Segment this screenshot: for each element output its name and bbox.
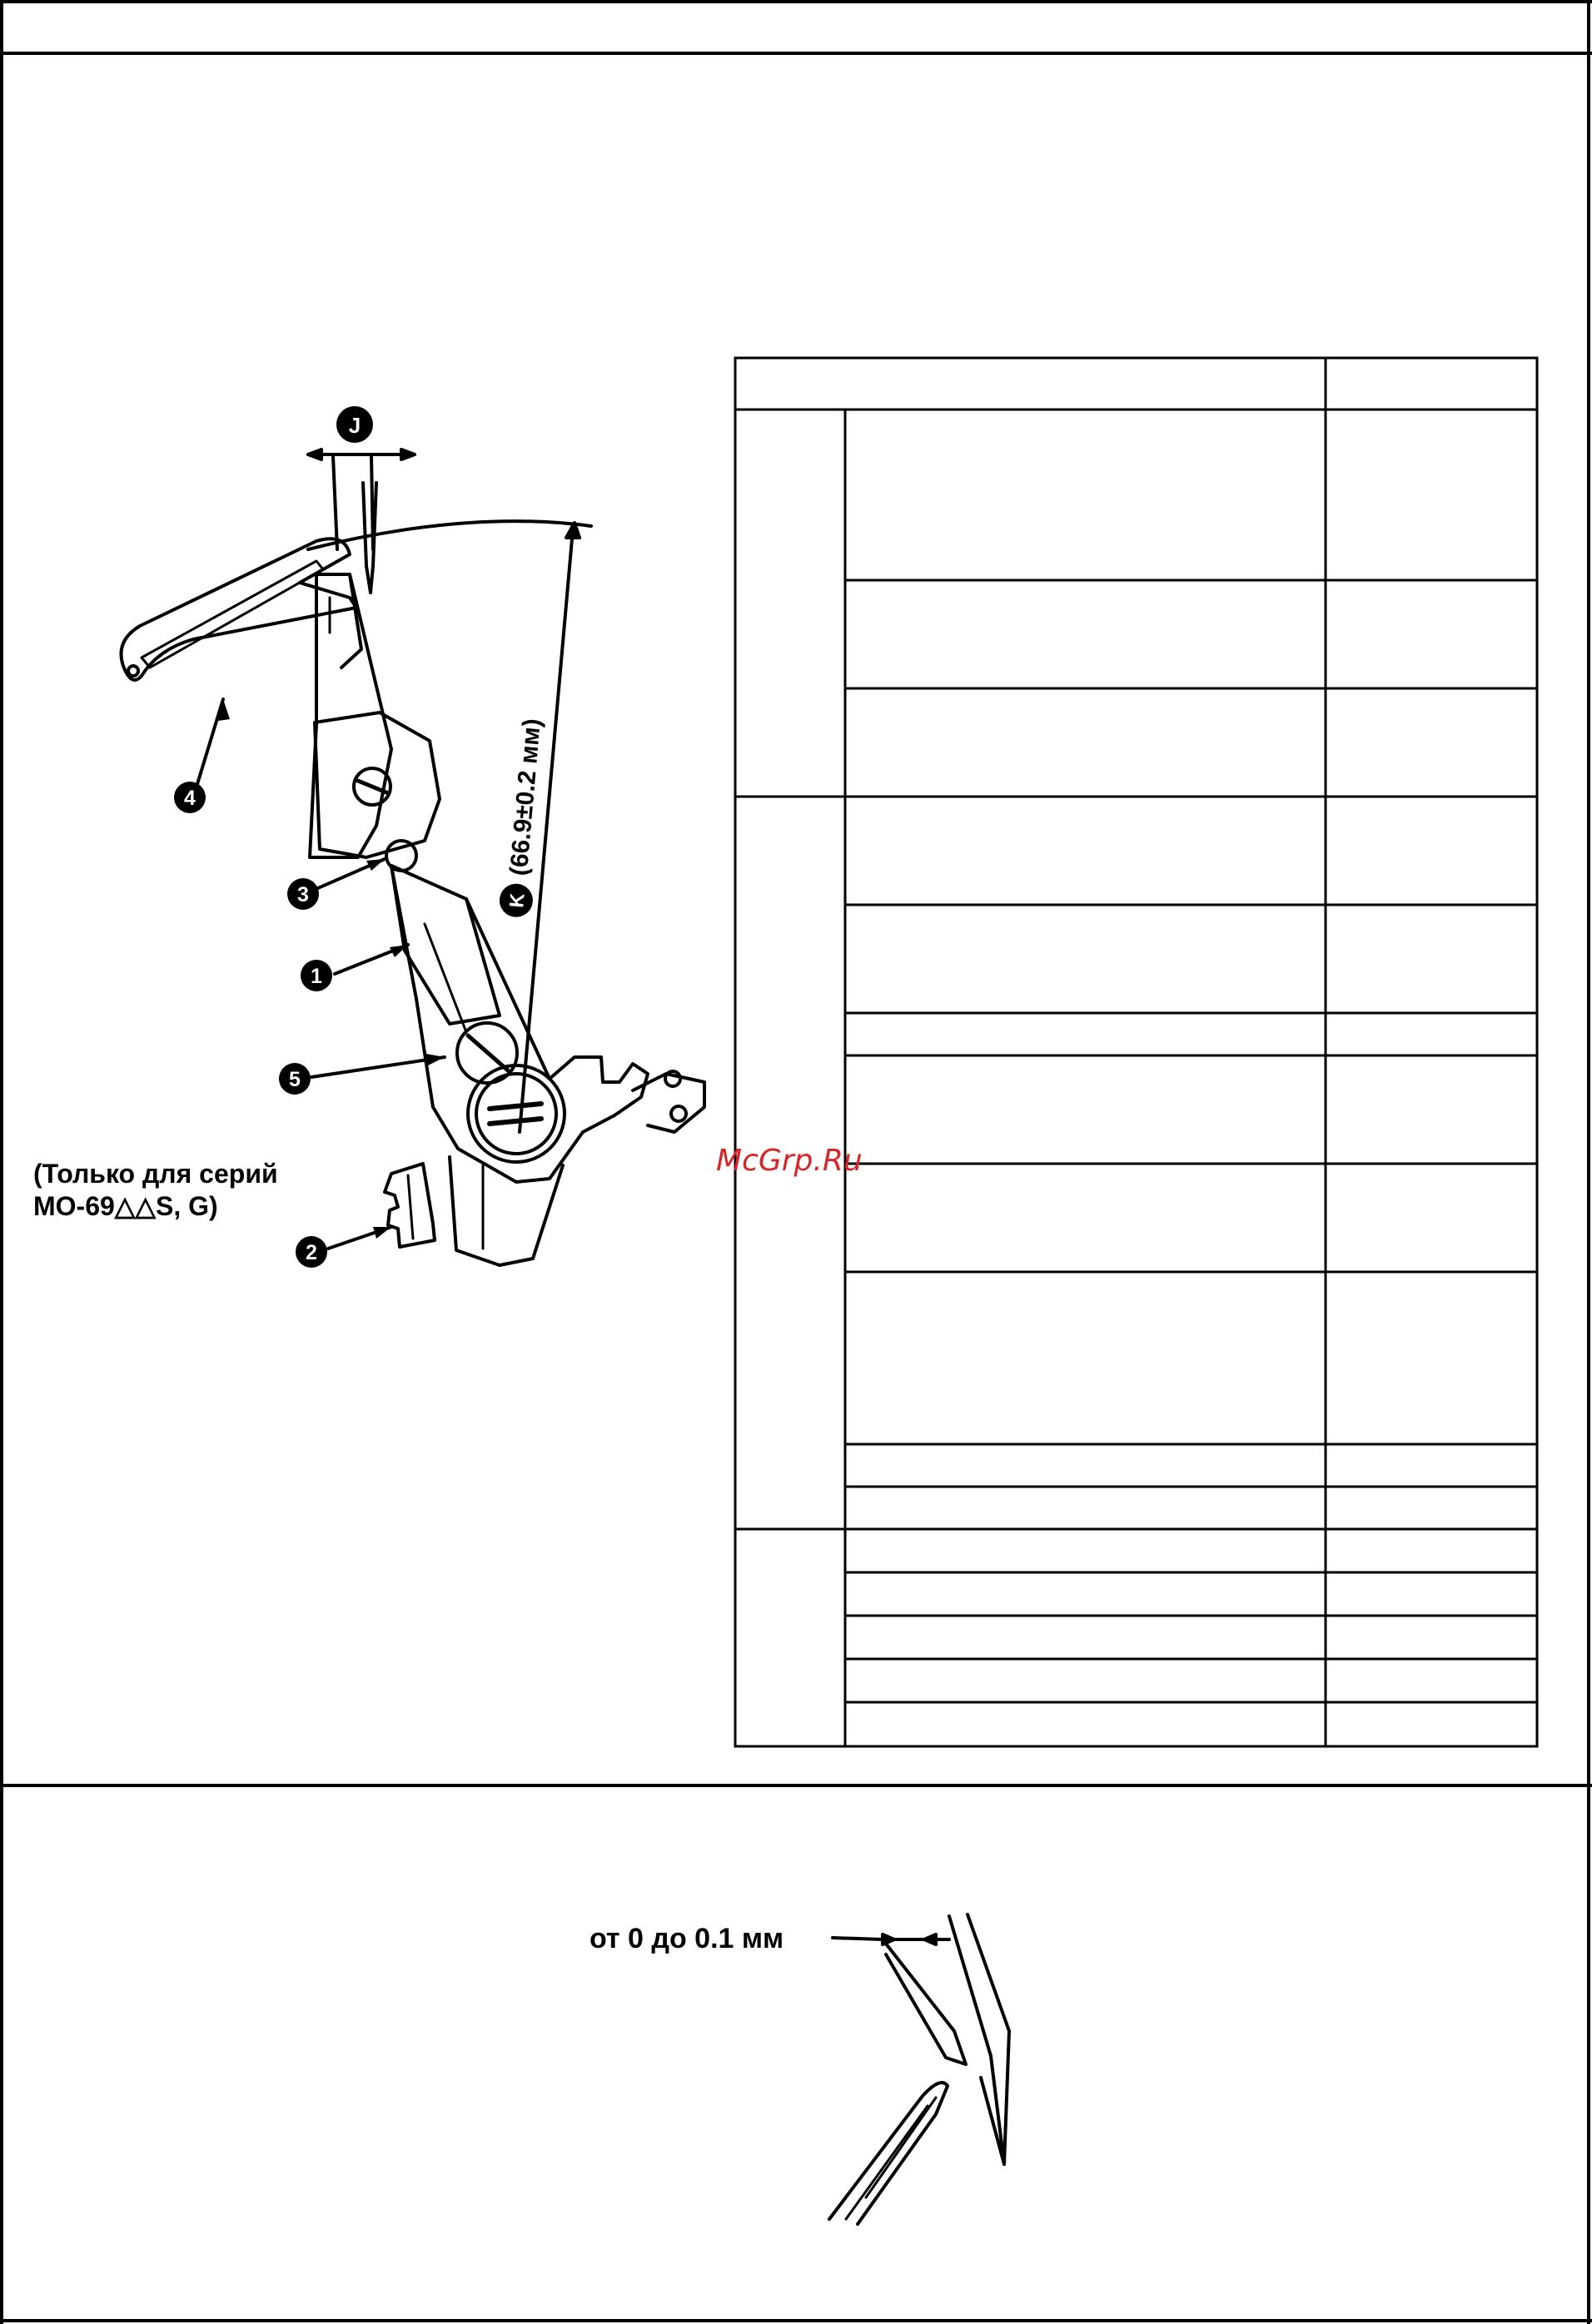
label-j: J bbox=[348, 413, 361, 438]
callout-4-label: 4 bbox=[184, 787, 196, 810]
looper-blade bbox=[829, 2083, 948, 2224]
gap-label: от 0 до 0.1 мм bbox=[590, 1923, 784, 1954]
gap-leader-line bbox=[833, 1938, 883, 1939]
series-note-line-2: MO-69△△S, G) bbox=[33, 1191, 218, 1221]
looper-point bbox=[883, 1939, 966, 2064]
watermark: McGrp.Ru bbox=[716, 1144, 863, 1178]
callout-5-label: 5 bbox=[289, 1068, 301, 1091]
callout-1-label: 1 bbox=[311, 965, 322, 988]
dimension-text: (66.9±0.2 мм) bbox=[505, 717, 546, 877]
callout-2-label: 2 bbox=[306, 1241, 317, 1264]
callout-3-label: 3 bbox=[297, 883, 309, 906]
label-k: K bbox=[505, 892, 530, 909]
series-note-line-1: (Только для серий bbox=[33, 1159, 278, 1189]
